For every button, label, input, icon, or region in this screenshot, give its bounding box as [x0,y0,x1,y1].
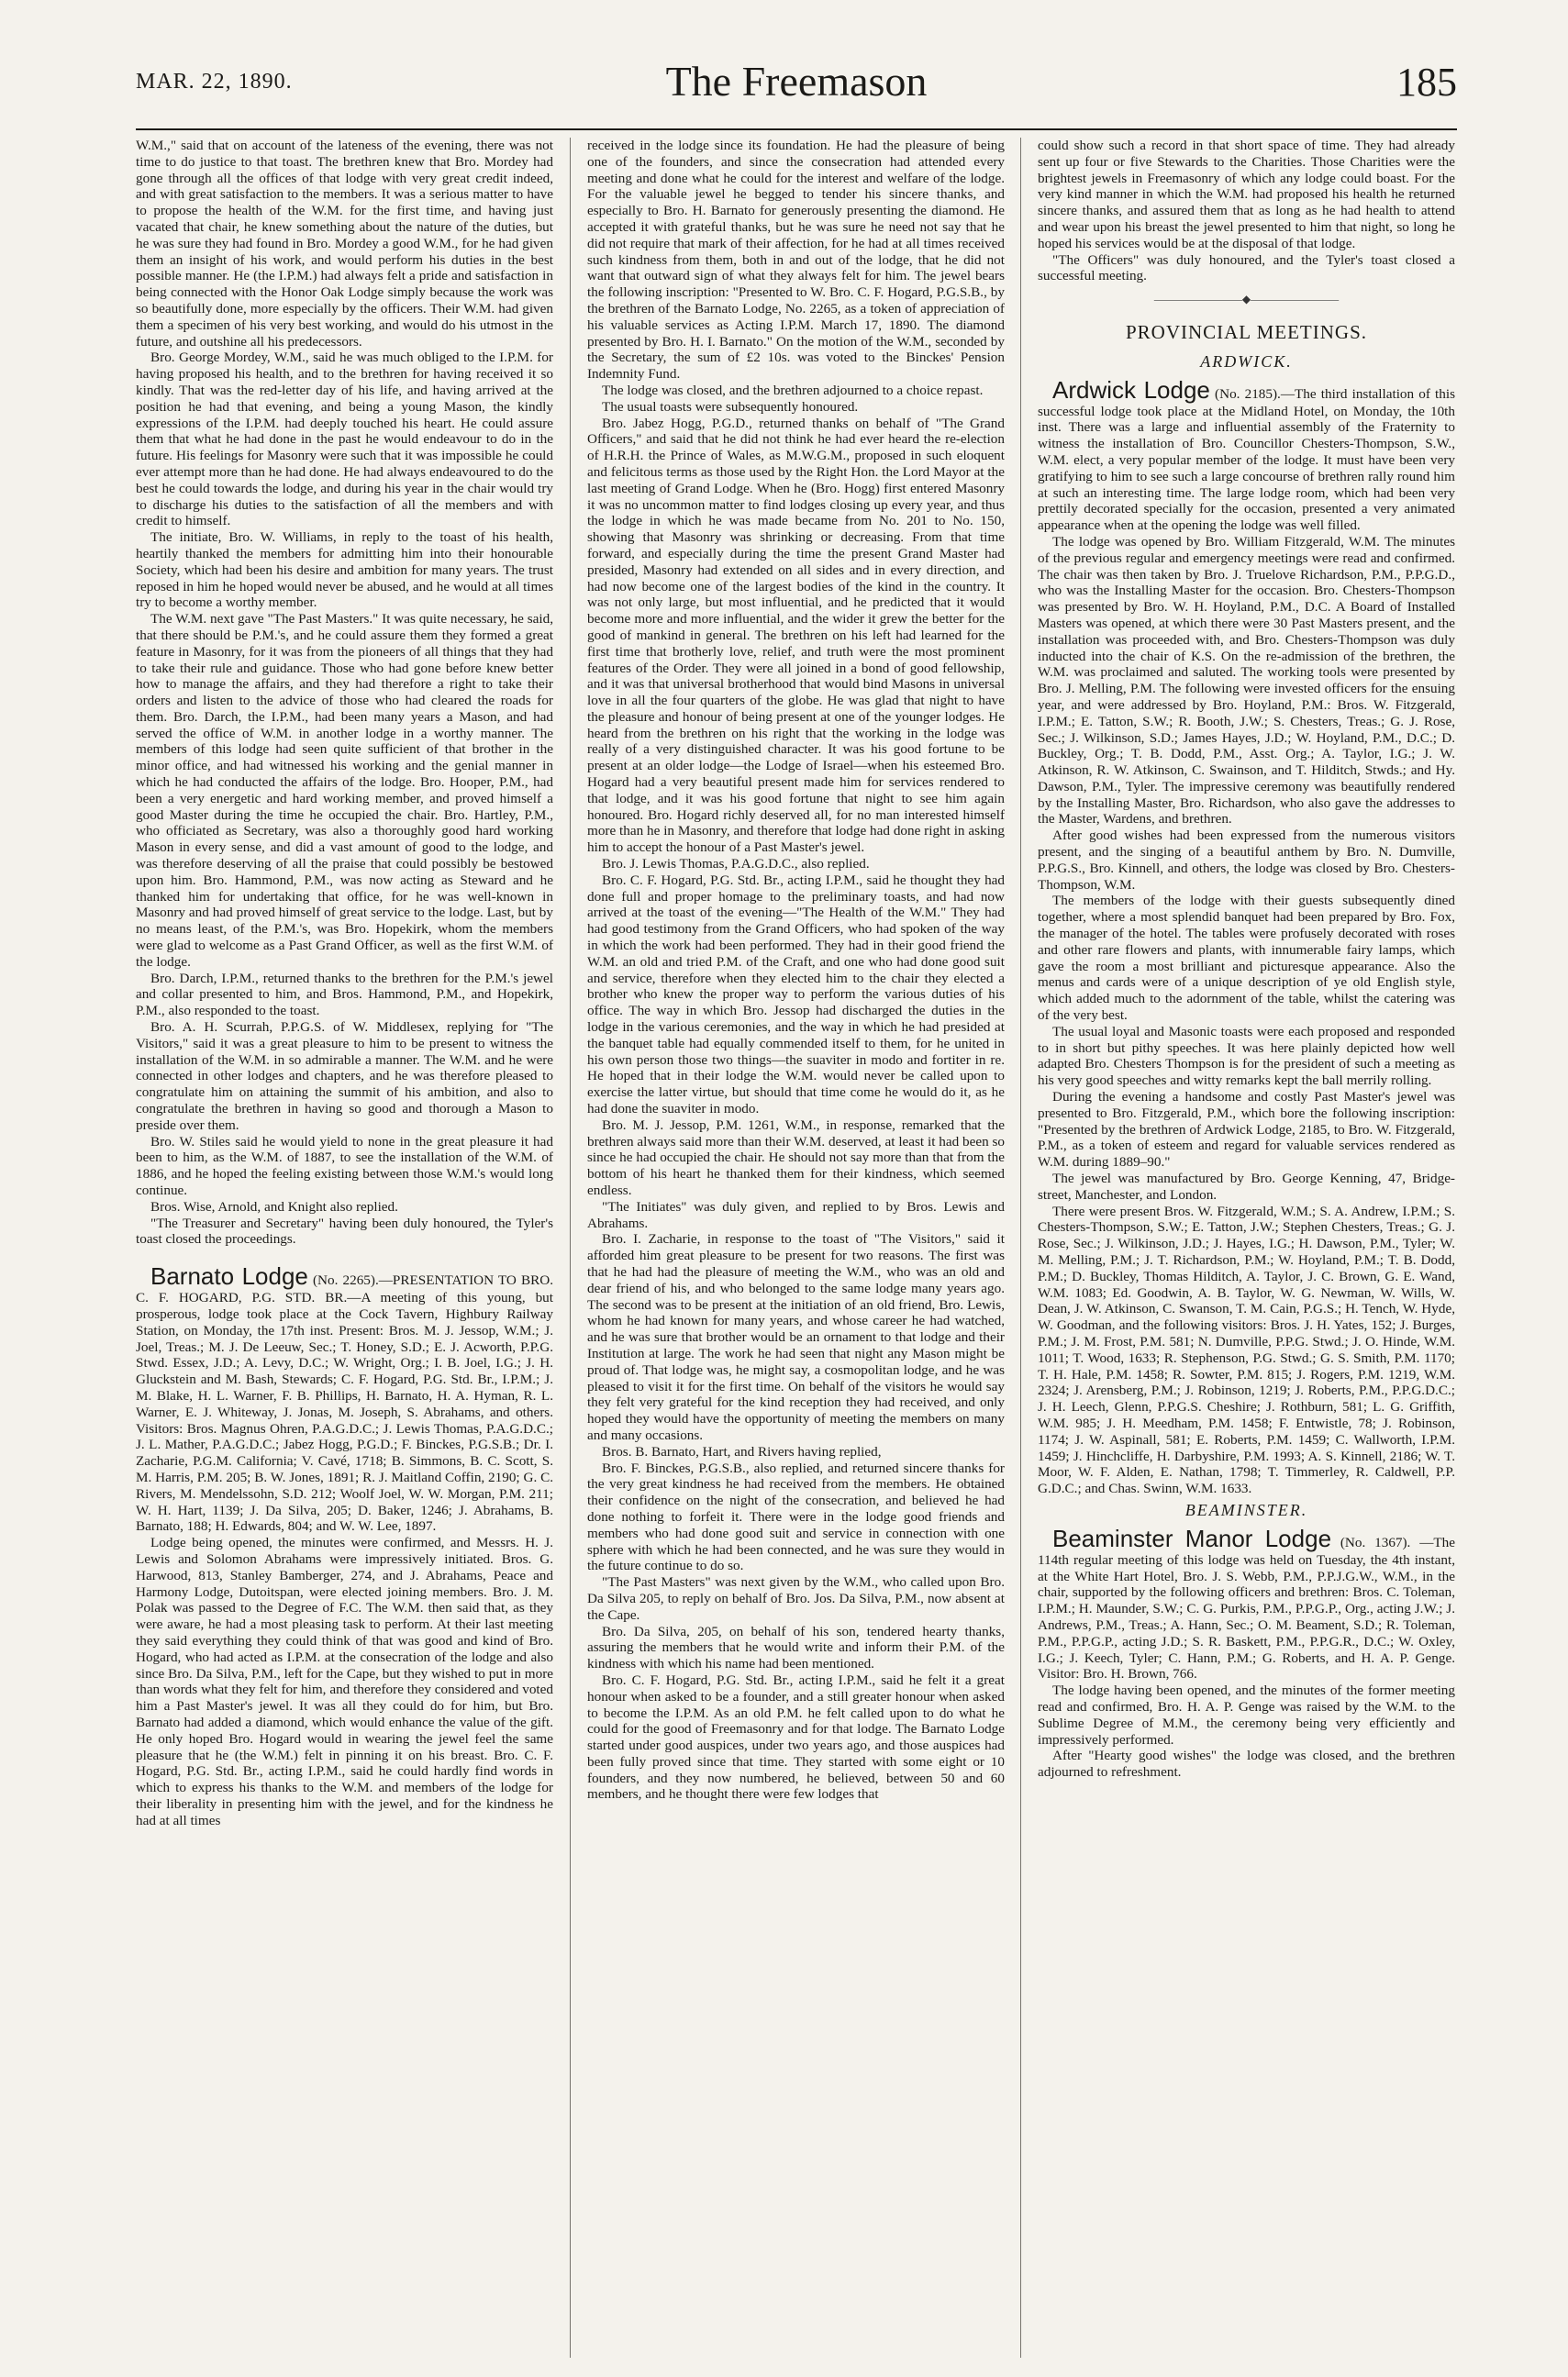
paragraph: The lodge was closed, and the brethren adjourned to a choice repast. [602,382,984,398]
column-left [136,138,553,2358]
place-subheading: BEAMINSTER. [1184,1500,1308,1519]
paragraph: Bro. I. Zacharie, in response to the toast of "The Visitors," said it afforded him great pleasure to be present for two reasons. The first was that he had had the pleasure of meeting the W.M., who was an old and dear friend of his, and who belonged to the same lodge many years ago. The second was to be present at the initiation of an old friend, Bro. Lewis, whom he had known for many years, and whose career he had watched, and he was sure that brother would be an ornament to that lodge and their Institution at large. The work he had seen that night any Mason might be proud of. That lodge was, he might say, a cosmopolitan lodge, and he was pleased to visit it for the first time. On behalf of the visitors he would say they felt very grateful for the kind reception they had received, and only hoped they would have the opportunity of meeting the members on many and many occasions. [587,1231,1005,1443]
ornament-divider: ————————◆———————— [1153,293,1340,306]
paragraph: Lodge being opened, the minutes were confirmed, and Messrs. H. J. Lewis and Solomon Abrahams were impressively initiated. Bros. G. Harwood, 813, Stanley Bamberger, 274, and J. Abrahams, Peace and Harmony Lodge, Dutoitspan, were elected joining members. Bro. J. M. Polak was passed to the Degree of F.C. The W.M. then said that, as they were aware, he had a most pleasing task to perform. At their last meeting they said everything they could think of that was good and kind of Bro. Hogard, who had acted as I.P.M. at the consecration of the lodge and also since Bro. Da Silva, P.M., left for the Cape, but they wished to put in more than words what they felt for him, and therefore they considered and voted him a Past Master's jewel. It was all they could do for him, but Bro. Barnato had added a diamond, which would enhance the value of the gift. He only hoped Bro. Hogard would in wearing the jewel feel the same pleasure that he (the W.M.) felt in pinning it on his breast. Bro. C. F. Hogard, P.G. Std. Br., acting I.P.M., said he could hardly find words in which to express his thanks to the W.M. and members of the lodge for their liberality in presenting him with the jewel, and for the kindness he had at all times [136,1535,553,1828]
masthead [136,57,1457,121]
paragraph: After good wishes had been expressed from the numerous visitors present, and the singing of a beautiful anthem by Bro. N. Dumville, P.P.G.S., Bro. Kinnell, and others, the lodge was closed by Bro. Chesters-Thompson, W.M. [1038,828,1455,893]
paragraph: Bro. J. Lewis Thomas, P.A.G.D.C., also replied. [602,856,870,872]
newspaper-title: The Freemason [665,58,928,105]
issue-date: MAR. 22, 1890. [136,70,293,94]
paragraph: The lodge having been opened, and the minutes of the former meeting read and confirmed, Bro. H. A. P. Genge was raised by the W.M. to the Sublime Degree of M.M., the ceremony being very efficiently and impressively performed. [1038,1683,1455,1748]
paragraph: "The Initiates" was duly given, and replied to by Bros. Lewis and Abrahams. [587,1198,1005,1231]
article-lead-text: (No. 1367). —The 114th regular meeting of this lodge was held on Tuesday, the 4th instant, at the White Hart Hotel, Bro. J. S. Webb, P.M., P.P.J.G.W., W.M., in the chair, supported by the following officers and brethren: Bros. C. Toleman, I.P.M.; H. Maunder, S.W.; C. G. Purkis, P.M., P.P.G.P., Org., acting J.W.; J. Andrews, P.M., Treas.; A. Hann, Sec.; O. M. Beament, S.D.; R. Toleman, P.M., P.P.G.P., acting J.D.; S. R. Baskett, P.M., P.P.G.R., D.C.; W. Oxley, I.G.; J. Keech, Tyler; C. Hann, P.M.; G. Roberts, and H. A. P. Genge. Visitor: Bro. H. Brown, 766. [1038,1534,1455,1683]
paragraph: W.M.," said that on account of the lateness of the evening, there was not time to do justice to that toast. The brethren knew that Bro. Mordey had gone through all the offices of that lodge with very great credit indeed, and with great satisfaction to the members. It was a serious matter to have to propose the health of the W.M. for the first time, and having just vacated that chair, he knew something about the nature of the duties, but he was sure they had found in Bro. Mordey a good W.M., for he had given them an insight of his work, and would perform his duties in the best possible manner. He (the I.P.M.) had always felt a pride and satisfaction in being connected with the Honor Oak Lodge simply because the work was so beautifully done, more especially by the officers. Their W.M. had given them a specimen of his very best working, and would do his utmost in the future, and outshine all his predecessors. [136,138,553,350]
paragraph: Bro. Darch, I.P.M., returned thanks to the brethren for the P.M.'s jewel and collar presented to him, and Bros. Hammond, P.M., and Hopekirk, P.M., also responded to the toast. [136,970,553,1019]
paragraph: Bro. A. H. Scurrah, P.P.G.S. of W. Middlesex, replying for "The Visitors," said it was a great pleasure to him to be present to witness the installation of the W.M. in so admirable a manner. The W.M. and he were connected in other lodges and chapters, and he was therefore pleased to congratulate him on attaining the summit of his ambition, and also to congratulate the brethren in having so good and thorough a Mason to preside over them. [136,1019,553,1133]
section-heading: PROVINCIAL MEETINGS. [1125,320,1368,343]
paragraph: The jewel was manufactured by Bro. George Kenning, 47, Bridge-street, Manchester, and London. [1038,1171,1455,1203]
article-lead-text: (No. 2185).—The third installation of this successful lodge took place at the Midland Hotel, on Monday, the 10th inst. There was a large and influential assembly of the Fraternity to witness the installation of Bro. Councillor Chesters-Thompson, S.W., W.M. elect, a very popular member of the lodge. It must have been very gratifying to him to see such a large concourse of brethren rally round him at such an interesting time. The large lodge room, which had been very prettily decorated specially for the occasion, presented a very animated appearance when at the opening the lodge was well filled. [1038,385,1455,534]
paragraph: Bro. Da Silva, 205, on behalf of his son, tendered hearty thanks, assuring the members that he would write and inform their P.M. of the kindness with which his name had been mentioned. [587,1623,1005,1672]
paragraph: Bro. C. F. Hogard, P.G. Std. Br., acting I.P.M., said he thought they had done full and proper homage to the preliminary toasts, and had now arrived at the toast of the evening—"The Health of the W.M." They had had good testimony from the Grand Officers, who had spoken of the way in which the work had been performed. They had in their good friend the W.M. an old and tried P.M. of the Craft, and one who had done good suit and service, therefore when they elected him to the chair they elected a brother who knew the proper way to perform the various duties of his office. The way in which Bro. Jessop had discharged the duties in the lodge in the various ceremonies, and the way in which he had presided at the banquet table had equally commended itself to them, for he united in his own person those two things—the suaviter in modo and fortiter in re. He hoped that in their lodge the W.M. would never be called upon to exercise the latter virtue, but should that time come he would do it, as he had done the suaviter in modo. [587,872,1005,1117]
article-lead-text: (No. 2265).—PRESENTATION TO BRO. C. F. HOGARD, P.G. STD. BR.—A meeting of this young, but prosperous, lodge took place at the Cock Tavern, Highbury Railway Station, on Monday, the 17th inst. Present: Bros. M. J. Jessop, W.M.; J. Joel, Treas.; M. J. De Leeuw, Sec.; T. Honey, S.D.; E. J. Acworth, P.P.G. Stwd. Essex, J.D.; A. Levy, D.C.; W. Wright, Org.; I. B. Joel, I.G.; J. H. Gluckstein and M. Bash, Stewards; C. F. Hogard, P.G. Std. Br., I.P.M.; J. M. Blake, H. L. Warner, F. B. Phillips, H. Barnato, H. A. Hyman, R. L. Warner, E. J. Whiteway, J. Jonas, M. Joseph, S. Abrahams, and others. Visitors: Bros. Magnus Ohren, P.A.G.D.C.; J. Lewis Thomas, P.A.G.D.C.; J. L. Mather, P.A.G.D.C.; Jabez Hogg, P.G.D.; F. Binckes, P.G.S.B.; Dr. I. Zacharie, P.G.M. California; V. Cavé, 1718; B. Simmons, B. C. Scott, S. M. Harris, P.M. 205; B. W. Jones, 1891; R. J. Maitland Coffin, 2190; G. C. Rivers, M. Mendelssohn, S.D. 212; Woolf Joel, W. W. Morgan, P.M. 211; W. H. Hart, 1139; J. Da Silva, 205; D. Baker, 1246; J. Abrahams, B. Barnato, 188; H. Edwards, 804; and W. W. Lee, 1897. [136,1272,553,1535]
paragraph: Bro. Jabez Hogg, P.G.D., returned thanks on behalf of "The Grand Officers," and said that he did not think he had ever heard the re-election of H.R.H. the Prince of Wales, as M.W.G.M., proposed in such eloquent and felicitous terms as those used by the Right Hon. the Lord Mayor at the last meeting of Grand Lodge. When he (Bro. Hogg) first entered Masonry it was no uncommon matter to find lodges closing up every year, and thus the lodge in which he was made became from No. 201 to No. 150, showing that Masonry was shrinking or decreasing. From that time forward, and especially during the time the present Grand Master had presided, Masonry had extended on all sides and in every direction, and had now become one of the largest bodies of the kind in the country. It was not only large, but most influential, and he predicted that it would become more and more influential, and the wider it grew the better for the good of mankind in general. The brethren on his left had learned for the first time that brotherly love, relief, and truth were the most prominent features of the Order. They were all joined in a bond of good fellowship, and it was that universal brotherhood that would bind Masons in universal love in all the four quarters of the globe. He was glad that night to have the pleasure and honour of being present at one of the younger lodges. He heard from the brethren on his right that the working in the lodge was really of a very distinguished character. It was his good fortune to be present at an older lodge—the Lodge of Israel—when his esteemed Bro. Hogard had a very beautiful present made him for services rendered to that lodge, and it was his good fortune that night to see him again honoured. Bro. Hogard richly deserved all, for no man interested himself more than he in Masonry, and therefore that lodge had done right in asking him to accept the honour of a Past Master's jewel. [587,415,1005,856]
paragraph: Bro. George Mordey, W.M., said he was much obliged to the I.P.M. for having proposed his health, and to the brethren for having received it so kindly. That was the red-letter day of his life, and having arrived at the position he had that evening, and being a young Mason, the kindly expressions of the I.P.M. had deeply touched his heart. He could assure them that what he had done in the past he would endeavour to do in the future. His feelings for Masonry were such that it was impossible he could ever attempt more than he had done. He had always endeavoured to do the best he could towards the lodge, and during his year in the chair would try to discharge his duties to the satisfaction of all the members and with credit to himself. [136,350,553,529]
place-subheading: ARDWICK. [1200,351,1293,371]
paragraph: received in the lodge since its foundation. He had the pleasure of being one of the founders, and since the consecration had attended every meeting and done what he could for the interest and welfare of the lodge. For the valuable jewel he begged to tender his sincere thanks, and especially to Bro. H. Barnato for generously presenting the diamond. He accepted it with grateful thanks, but he was sure he need not say that he did not require that mark of their affection, for he had at all times received such kindness from them, both in and out of the lodge, that he did not want that outward sign of what they always felt for him. The jewel bears the following inscription: "Presented to W. Bro. C. F. Hogard, P.G.S.B., by the brethren of the Barnato Lodge, No. 2265, as a token of appreciation of his valuable services as Acting I.P.M. March 17, 1890. The diamond presented by Bro. H. I. Barnato." On the motion of the W.M., seconded by the Secretary, the sum of £2 10s. was voted to the Binckes' Pension Indemnity Fund. [587,138,1005,383]
article-lead [1038,376,1455,534]
page-number: 185 [1396,60,1457,105]
article-heading-ardwick: Ardwick Lodge [1052,375,1210,404]
paragraph: The W.M. next gave "The Past Masters." It was quite necessary, he said, that there should be P.M.'s, and he could assure them they formed a great feature in Masonry, for it was from the pioneers of all things that they had to take their rule and guidance. Those who had gone before knew better how to manage the affairs, and they had therefore a right to take their orders and listen to the advice of those who had cleared the roads for them. Bro. Darch, the I.P.M., had been many years a Mason, and had served the office of W.M. in another lodge in a worthy manner. The members of this lodge had seen quite sufficient of that brother in the minor office, and had witnessed his working and the genial manner in which he had conducted the affairs of the lodge. Bro. Hooper, P.M., had been a very energetic and hard working member, and proved himself a good Master during the time he occupied the chair. Bro. Hartley, P.M., who officiated as Secretary, was also a thoroughly good hard working Mason in every sense, and did a vast amount of good to the lodge, and was therefore deserving of all the praise that could possibly be bestowed upon him. Bro. Hammond, P.M., was now acting as Steward and he thanked him for undertaking that office, for he was well-known in Masonry and had proved himself of great service to the lodge. Last, but by no means least, of the P.M.'s, was Bro. Hopekirk, whom the members were glad to welcome as a Past Grand Officer, as well as the first W.M. of the lodge. [136,611,553,970]
paragraph: The usual toasts were subsequently honoured. [602,398,859,415]
paragraph: The initiate, Bro. W. Williams, in reply to the toast of his health, heartily thanked the members for admitting him into their honourable Society, which had been his desire and ambition for many years. The trust reposed in him he hoped would never be abused, and he would at all times try to become a worthy member. [136,529,553,611]
article-lead [136,1262,553,1535]
paragraph: The lodge was opened by Bro. William Fitzgerald, W.M. The minutes of the previous regular and emergency meetings were read and confirmed. The chair was then taken by Bro. J. Truelove Richardson, P.M., P.P.G.D., who was the Installing Master for the occasion. Bro. Chesters-Thompson was presented by Bro. W. H. Hoyland, P.M., D.C. A Board of Installed Masters was opened, at which there were 30 Past Masters present, and the installation was proceeded with, and Bro. Chesters-Thompson was duly inducted into the chair of K.S. On the re-admission of the brethren, the W.M. was proclaimed and saluted. The working tools were presented by Bro. J. Melling, P.M. The following were invested officers for the ensuing year, and were addressed by Bro. Hoyland, P.M.: Bros. W. Fitzgerald, I.P.M.; E. Tatton, S.W.; R. Booth, J.W.; S. Chesters, Treas.; G. J. Rose, Sec.; J. Wilkinson, S.D.; James Hayes, J.D.; W. Hoyland, P.M., D.C.; D. Buckley, Org.; T. B. Dodd, P.M., Asst. Org.; A. Taylor, I.G.; J. W. Atkinson, R. W. Atkinson, C. Swainson, and T. Hilditch, Stwds.; and Hy. Dawson, P.M., Tyler. The impressive ceremony was beautifully rendered by the Installing Master, Bro. Richardson, who also gave the addresses to the Master, Wardens, and brethren. [1038,533,1455,828]
paragraph: "The Officers" was duly honoured, and the Tyler's toast closed a successful meeting. [1038,251,1455,284]
paragraph: Bro. C. F. Hogard, P.G. Std. Br., acting I.P.M., said he felt it a great honour when asked to be a founder, and a still greater honour when asked to become the I.P.M. As an old P.M. he felt called upon to do what he could for the good of Freemasonry and for that lodge. The Barnato Lodge started under good auspices, under two years ago, and those auspices had been fully proved since that time. They started with some eight or 10 founders, and they now numbered, he believed, between 50 and 60 members, and he thought there were few lodges that [587,1672,1005,1803]
paragraph: The members of the lodge with their guests subsequently dined together, where a most splendid banquet had been prepared by Bro. Fox, the manager of the hotel. The tables were profusely decorated with roses and other rare flowers and plants, with innumerable fairy lamps, which gave the room a most brilliant and picturesque appearance. Also the menus and cards were of a unique description of ye old English style, which added much to the adornment of the table, whilst the catering was of the very best. [1038,893,1455,1024]
article-lead [1038,1525,1455,1683]
paragraph: Bro. W. Stiles said he would yield to none in the great pleasure it had been to him, as the W.M. of 1887, to see the installation of the W.M. of 1886, and he hoped the feeling existing between those W.M.'s would long continue. [136,1133,553,1198]
article-heading-barnato: Barnato Lodge [150,1262,308,1291]
article-heading-beaminster: Beaminster Manor Lodge [1052,1524,1332,1552]
column-divider [1020,138,1021,2358]
header-rule [136,128,1457,130]
paragraph: During the evening a handsome and costly Past Master's jewel was presented to Bro. Fitzgerald, P.M., which bore the following inscription: "Presented by the brethren of Ardwick Lodge, 2185, to Bro. W. Fitzgerald, P.M., as a token of esteem and regard for valuable services rendered as W.M. during 1889–90." [1038,1089,1455,1171]
paragraph: Bro. M. J. Jessop, P.M. 1261, W.M., in response, remarked that the brethren always said more than their W.M. deserved, at least it had been so since he had occupied the chair. He should not say more than that from the bottom of his heart he thanked them for their kindness, which seemed endless. [587,1116,1005,1198]
paragraph: Bros. B. Barnato, Hart, and Rivers having replied, [602,1443,882,1460]
paragraph: "The Past Masters" was next given by the W.M., who called upon Bro. Da Silva 205, to reply on behalf of Bro. Jos. Da Silva, P.M., now absent at the Cape. [587,1574,1005,1623]
paragraph: Bro. F. Binckes, P.G.S.B., also replied, and returned sincere thanks for the very great kindness he had received from the members. He obtained their confidence on the night of the consecration, and believed he had done nothing to forfeit it. There were in the lodge good friends and members who had done good suit and service in connection with one sphere with which he had been connected, and he was sure they would in the future continue to do so. [587,1460,1005,1574]
paragraph: Bros. Wise, Arnold, and Knight also replied. [150,1198,398,1215]
column-right [1038,138,1455,2358]
paragraph: There were present Bros. W. Fitzgerald, W.M.; S. A. Andrew, I.P.M.; S. Chesters-Thompson, S.W.; E. Tatton, J.W.; Stephen Chesters, Treas.; G. J. Rose, Sec.; J. Wilkinson, J.D.; J. Hayes, I.G.; H. Dawson, P.M., Tyler; W. M. Melling, P.M.; J. T. Richardson, P.M.; W. Hoyland, P.M.; T. B. Dodd, P.M.; D. Buckley, Thomas Hilditch, A. Taylor, J. C. Brown, G. E. Wand, W.M. 1083; Ed. Goodwin, A. B. Taylor, W. G. Newman, W. Wills, W. Dean, J. W. Atkinson, C. Swanson, T. M. Cain, P.G.S.; H. Tench, W. Hyde, W. Goodman, and the following visitors: Bros. J. H. Yates, 152; J. Burges, P.M.; J. M. Frost, P.M. 581; N. Dumville, P.P.G. Stwd.; J. O. Hinde, W.M. 1011; T. Wood, 1633; R. Stephenson, P.G. Stwd.; G. S. Smith, P.M. 1170; T. H. Hale, P.M. 1458; R. Sowter, P.M. 815; J. Rogers, P.M. 1219, W.M. 2324; J. Arensberg, P.M.; J. Robinson, 1219; J. Roberts, P.M., P.P.G.D.C.; J. H. Leech, Glenn, P.P.G.S. Cheshire; J. Rothburn, 581; L. G. Griffith, W.M. 985; J. H. Meedham, P.M. 1458; F. Entwistle, 78; J. Robinson, 1174; J. W. Aspinall, 581; E. Roberts, P.M. 1459; C. Wallworth, I.P.M. 1459; J. Hinchcliffe, H. Darbyshire, P.M. 1993; A. S. Kinnell, 2186; W. T. Moor, W. F. Alden, E. Nathan, 1798; T. Timmerley, R. Caldwell, P.P. G.D.C.; and Chas. Swinn, W.M. 1633. [1038,1203,1455,1497]
column-divider [570,138,571,2358]
paragraph: could show such a record in that short space of time. They had already sent up four or five Stewards to the Charities. Those Charities were the brightest jewels in Freemasonry of which any lodge could boast. For the very kind manner in which the W.M. had proposed his health he returned sincere thanks, and assured them that as long as he had health to attend and wear upon his breast the jewel presented to him that night, so long he hoped his services would be at the disposal of that lodge. [1038,138,1455,251]
paragraph: The usual loyal and Masonic toasts were each proposed and responded to in short but pithy speeches. It was here plainly depicted how well adapted Bro. Chesters Thompson is for the president of such a meeting as his very good speeches and witty remarks kept the ball merrily rolling. [1038,1023,1455,1089]
paragraph: "The Treasurer and Secretary" having been duly honoured, the Tyler's toast closed the proceedings. [136,1215,553,1248]
paragraph: After "Hearty good wishes" the lodge was closed, and the brethren adjourned to refreshment. [1038,1748,1455,1781]
column-middle [587,138,1005,2358]
